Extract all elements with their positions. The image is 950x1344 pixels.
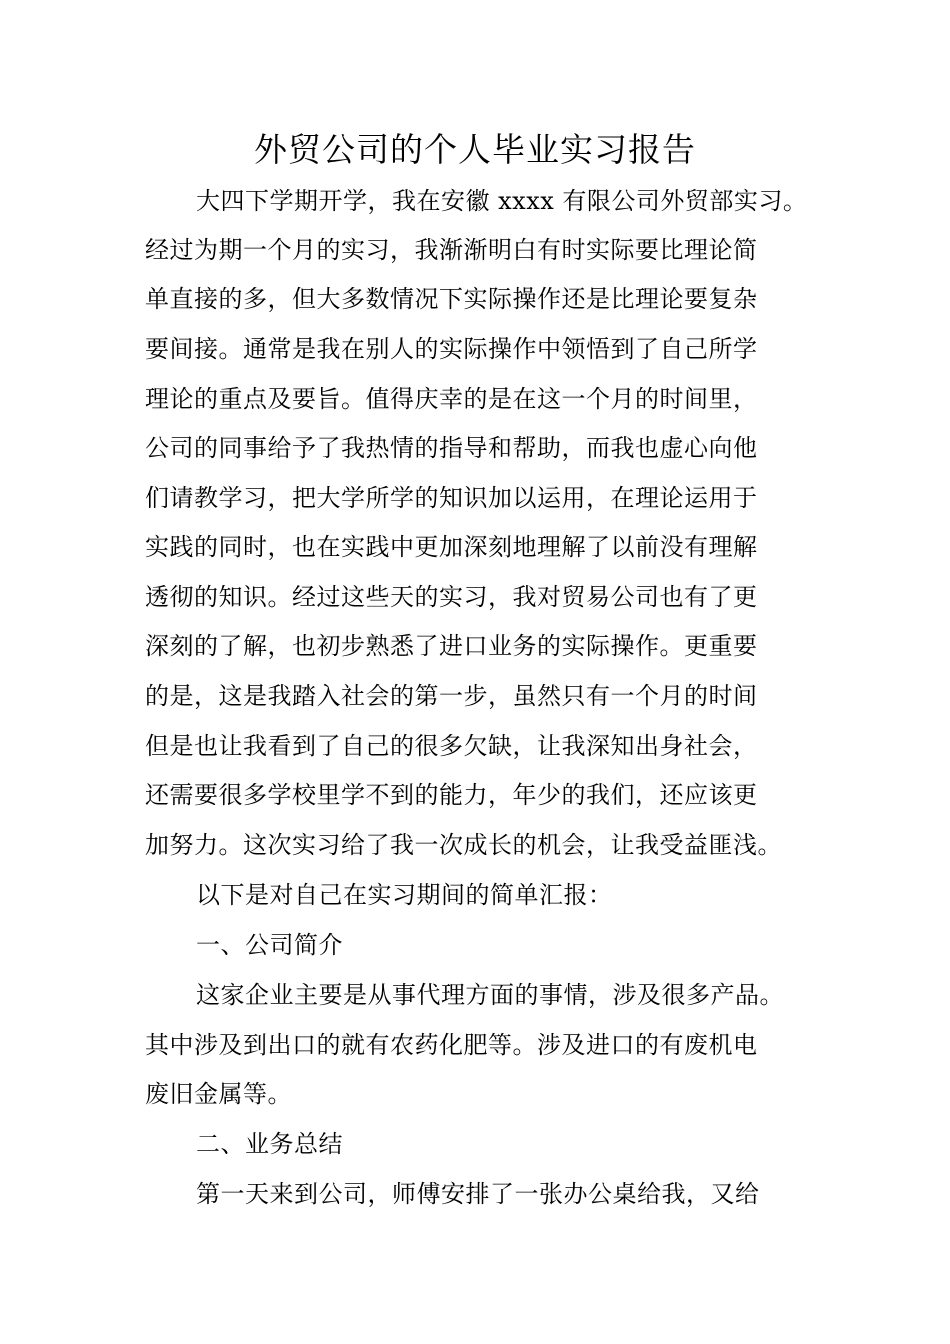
document-title: 外贸公司的个人毕业实习报告 xyxy=(254,130,696,169)
section-heading: 二、业务总结 xyxy=(196,1130,343,1158)
paragraph-line: 单直接的多，但大多数情况下实际操作还是比理论要复杂 xyxy=(145,285,758,313)
paragraph-line: 废旧金属等。 xyxy=(145,1080,292,1108)
paragraph-line: 的是，这是我踏入社会的第一步，虽然只有一个月的时间 xyxy=(145,682,758,710)
paragraph-line: 第一天来到公司，师傅安排了一张办公桌给我，又给 xyxy=(196,1180,760,1208)
paragraph-line: 实践的同时，也在实践中更加深刻地理解了以前没有理解 xyxy=(145,533,758,561)
paragraph-line: 加努力。这次实习给了我一次成长的机会，让我受益匪浅。 xyxy=(145,831,782,859)
paragraph-line: 大四下学期开学，我在安徽 xxxx 有限公司外贸部实习。 xyxy=(196,187,808,215)
paragraph-line: 深刻的了解，也初步熟悉了进口业务的实际操作。更重要 xyxy=(145,632,758,660)
paragraph-line: 经过为期一个月的实习，我渐渐明白有时实际要比理论简 xyxy=(145,236,758,264)
paragraph-line: 要间接。通常是我在别人的实际操作中领悟到了自己所学 xyxy=(145,335,758,363)
section-heading: 一、公司简介 xyxy=(196,931,343,959)
paragraph-line: 公司的同事给予了我热情的指导和帮助，而我也虚心向他 xyxy=(145,434,758,462)
paragraph-line: 这家企业主要是从事代理方面的事情，涉及很多产品。 xyxy=(196,981,784,1009)
paragraph-line: 其中涉及到出口的就有农药化肥等。涉及进口的有废机电 xyxy=(145,1031,758,1059)
paragraph-line: 以下是对自己在实习期间的简单汇报： xyxy=(196,881,613,909)
paragraph-line: 透彻的知识。经过这些天的实习，我对贸易公司也有了更 xyxy=(145,583,758,611)
paragraph-line: 但是也让我看到了自己的很多欠缺，让我深知出身社会， xyxy=(145,732,758,760)
paragraph-line: 理论的重点及要旨。值得庆幸的是在这一个月的时间里， xyxy=(145,385,758,413)
paragraph-line: 还需要很多学校里学不到的能力，年少的我们，还应该更 xyxy=(145,781,758,809)
paragraph-line: 们请教学习，把大学所学的知识加以运用，在理论运用于 xyxy=(145,484,758,512)
